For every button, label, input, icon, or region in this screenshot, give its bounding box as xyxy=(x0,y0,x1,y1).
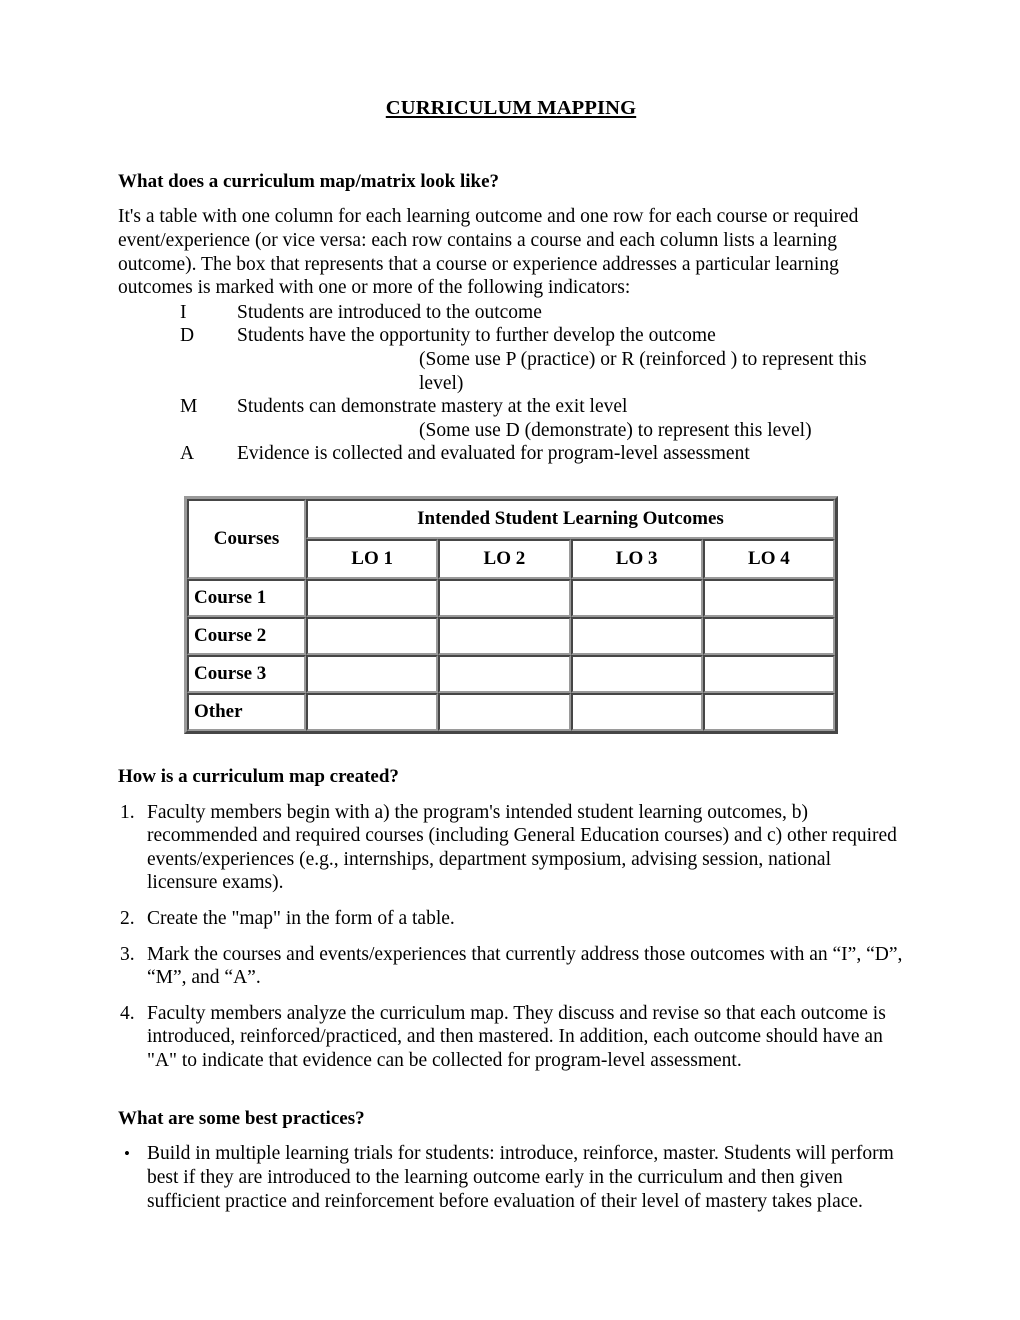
table-cell[interactable] xyxy=(306,617,438,655)
indicator-letter: A xyxy=(180,443,195,465)
table-cell[interactable] xyxy=(438,655,570,693)
table-row-label: Course 2 xyxy=(187,617,306,655)
paragraph-what-look-like: It's a table with one column for each learning outcome and one row for each course or required event/experience (or vice versa: each row contains a course and each column lists a learning outcome). The box that represents that a course or experience addresses a particular learning outcomes is marked with one or more of the following indicators: xyxy=(118,206,859,299)
table-cell[interactable] xyxy=(571,693,703,731)
table-row xyxy=(187,655,835,693)
table-column-header-lo2: LO 2 xyxy=(438,539,570,579)
document-content xyxy=(118,0,904,1213)
indicator-description: Evidence is collected and evaluated for program-level assessment xyxy=(237,443,750,465)
table-cell[interactable] xyxy=(306,579,438,617)
list-item xyxy=(118,990,904,1073)
page-title xyxy=(118,0,904,121)
bullet-icon: • xyxy=(124,1144,130,1164)
table-column-header-lo1: LO 1 xyxy=(306,539,438,579)
indicator-definition-list xyxy=(118,300,904,466)
list-item xyxy=(118,895,904,931)
indicator-item xyxy=(118,395,904,442)
indicator-letter: D xyxy=(180,325,195,347)
table-cell[interactable] xyxy=(703,617,835,655)
list-item-text: Build in multiple learning trials for students: introduce, reinforce, master. Students will perform best if they are introduced to the learning outcome early in the curriculum and then given sufficient practice and reinforcement before evaluation of their level of mastery takes place. xyxy=(147,1143,894,1212)
table-corner-label: Courses xyxy=(187,499,306,579)
table-row-label: Course 3 xyxy=(187,655,306,693)
table-row xyxy=(187,693,835,731)
table-column-header-lo4: LO 4 xyxy=(703,539,835,579)
table-row xyxy=(187,579,835,617)
list-item xyxy=(118,789,904,895)
table-row-label: Other xyxy=(187,693,306,731)
heading-best-practices: What are some best practices? xyxy=(118,1107,365,1129)
indicator-description: Students have the opportunity to further develop the outcome xyxy=(237,325,716,347)
steps-list xyxy=(118,789,904,1073)
table-cell[interactable] xyxy=(306,693,438,731)
list-item-text: Mark the courses and events/experiences that currently address those outcomes with an “I”, “D”, “M”, and “A”. xyxy=(147,943,903,989)
table-row-label: Course 1 xyxy=(187,579,306,617)
list-item-text: Faculty members begin with a) the program's intended student learning outcomes, b) recommended and required courses (including General Education courses) and c) other required events/experiences (e.g., internships, department symposium, advising session, national licensure exams). xyxy=(147,801,897,894)
indicator-note: (Some use P (practice) or R (reinforced ) to represent this level) xyxy=(419,348,867,394)
indicator-description: Students can demonstrate mastery at the exit level xyxy=(237,396,628,418)
table-column-header-lo3: LO 3 xyxy=(571,539,703,579)
list-item-text: Create the "map" in the form of a table. xyxy=(147,908,455,929)
curriculum-map-table xyxy=(184,496,838,734)
curriculum-map-table-wrapper xyxy=(118,466,904,734)
table-cell[interactable] xyxy=(438,693,570,731)
indicator-note: (Some use D (demonstrate) to represent this level) xyxy=(419,419,812,441)
heading-what-look-like: What does a curriculum map/matrix look like? xyxy=(118,170,500,192)
list-item-text: Faculty members analyze the curriculum map. They discuss and revise so that each outcome is introduced, reinforced/practiced, and then mastered. In addition, each outcome should have an "A" to indicate that evidence can be collected for program-level assessment. xyxy=(147,1002,886,1071)
best-practices-list xyxy=(118,1130,904,1213)
list-item-number: 2. xyxy=(120,908,135,929)
list-item-number: 3. xyxy=(120,943,135,965)
table-cell[interactable] xyxy=(571,655,703,693)
table-cell[interactable] xyxy=(438,617,570,655)
table-cell[interactable] xyxy=(438,579,570,617)
table-cell[interactable] xyxy=(703,693,835,731)
table-cell[interactable] xyxy=(703,579,835,617)
table-cell[interactable] xyxy=(571,617,703,655)
indicator-description: Students are introduced to the outcome xyxy=(237,301,542,323)
heading-how-created: How is a curriculum map created? xyxy=(118,765,399,787)
table-row xyxy=(187,617,835,655)
indicator-item xyxy=(118,301,904,325)
table-cell[interactable] xyxy=(306,655,438,693)
indicator-item xyxy=(118,324,904,395)
list-item-number: 4. xyxy=(120,1002,135,1024)
page-title-text: CURRICULUM MAPPING xyxy=(385,97,637,119)
list-item xyxy=(118,931,904,990)
indicator-letter: I xyxy=(180,301,187,323)
table-group-header: Intended Student Learning Outcomes xyxy=(306,499,835,539)
table-cell[interactable] xyxy=(571,579,703,617)
list-item-number: 1. xyxy=(120,801,135,823)
table-header-row-group xyxy=(187,499,835,539)
indicator-letter: M xyxy=(180,396,198,418)
indicator-item xyxy=(118,442,904,466)
list-item xyxy=(118,1130,904,1213)
table-cell[interactable] xyxy=(703,655,835,693)
